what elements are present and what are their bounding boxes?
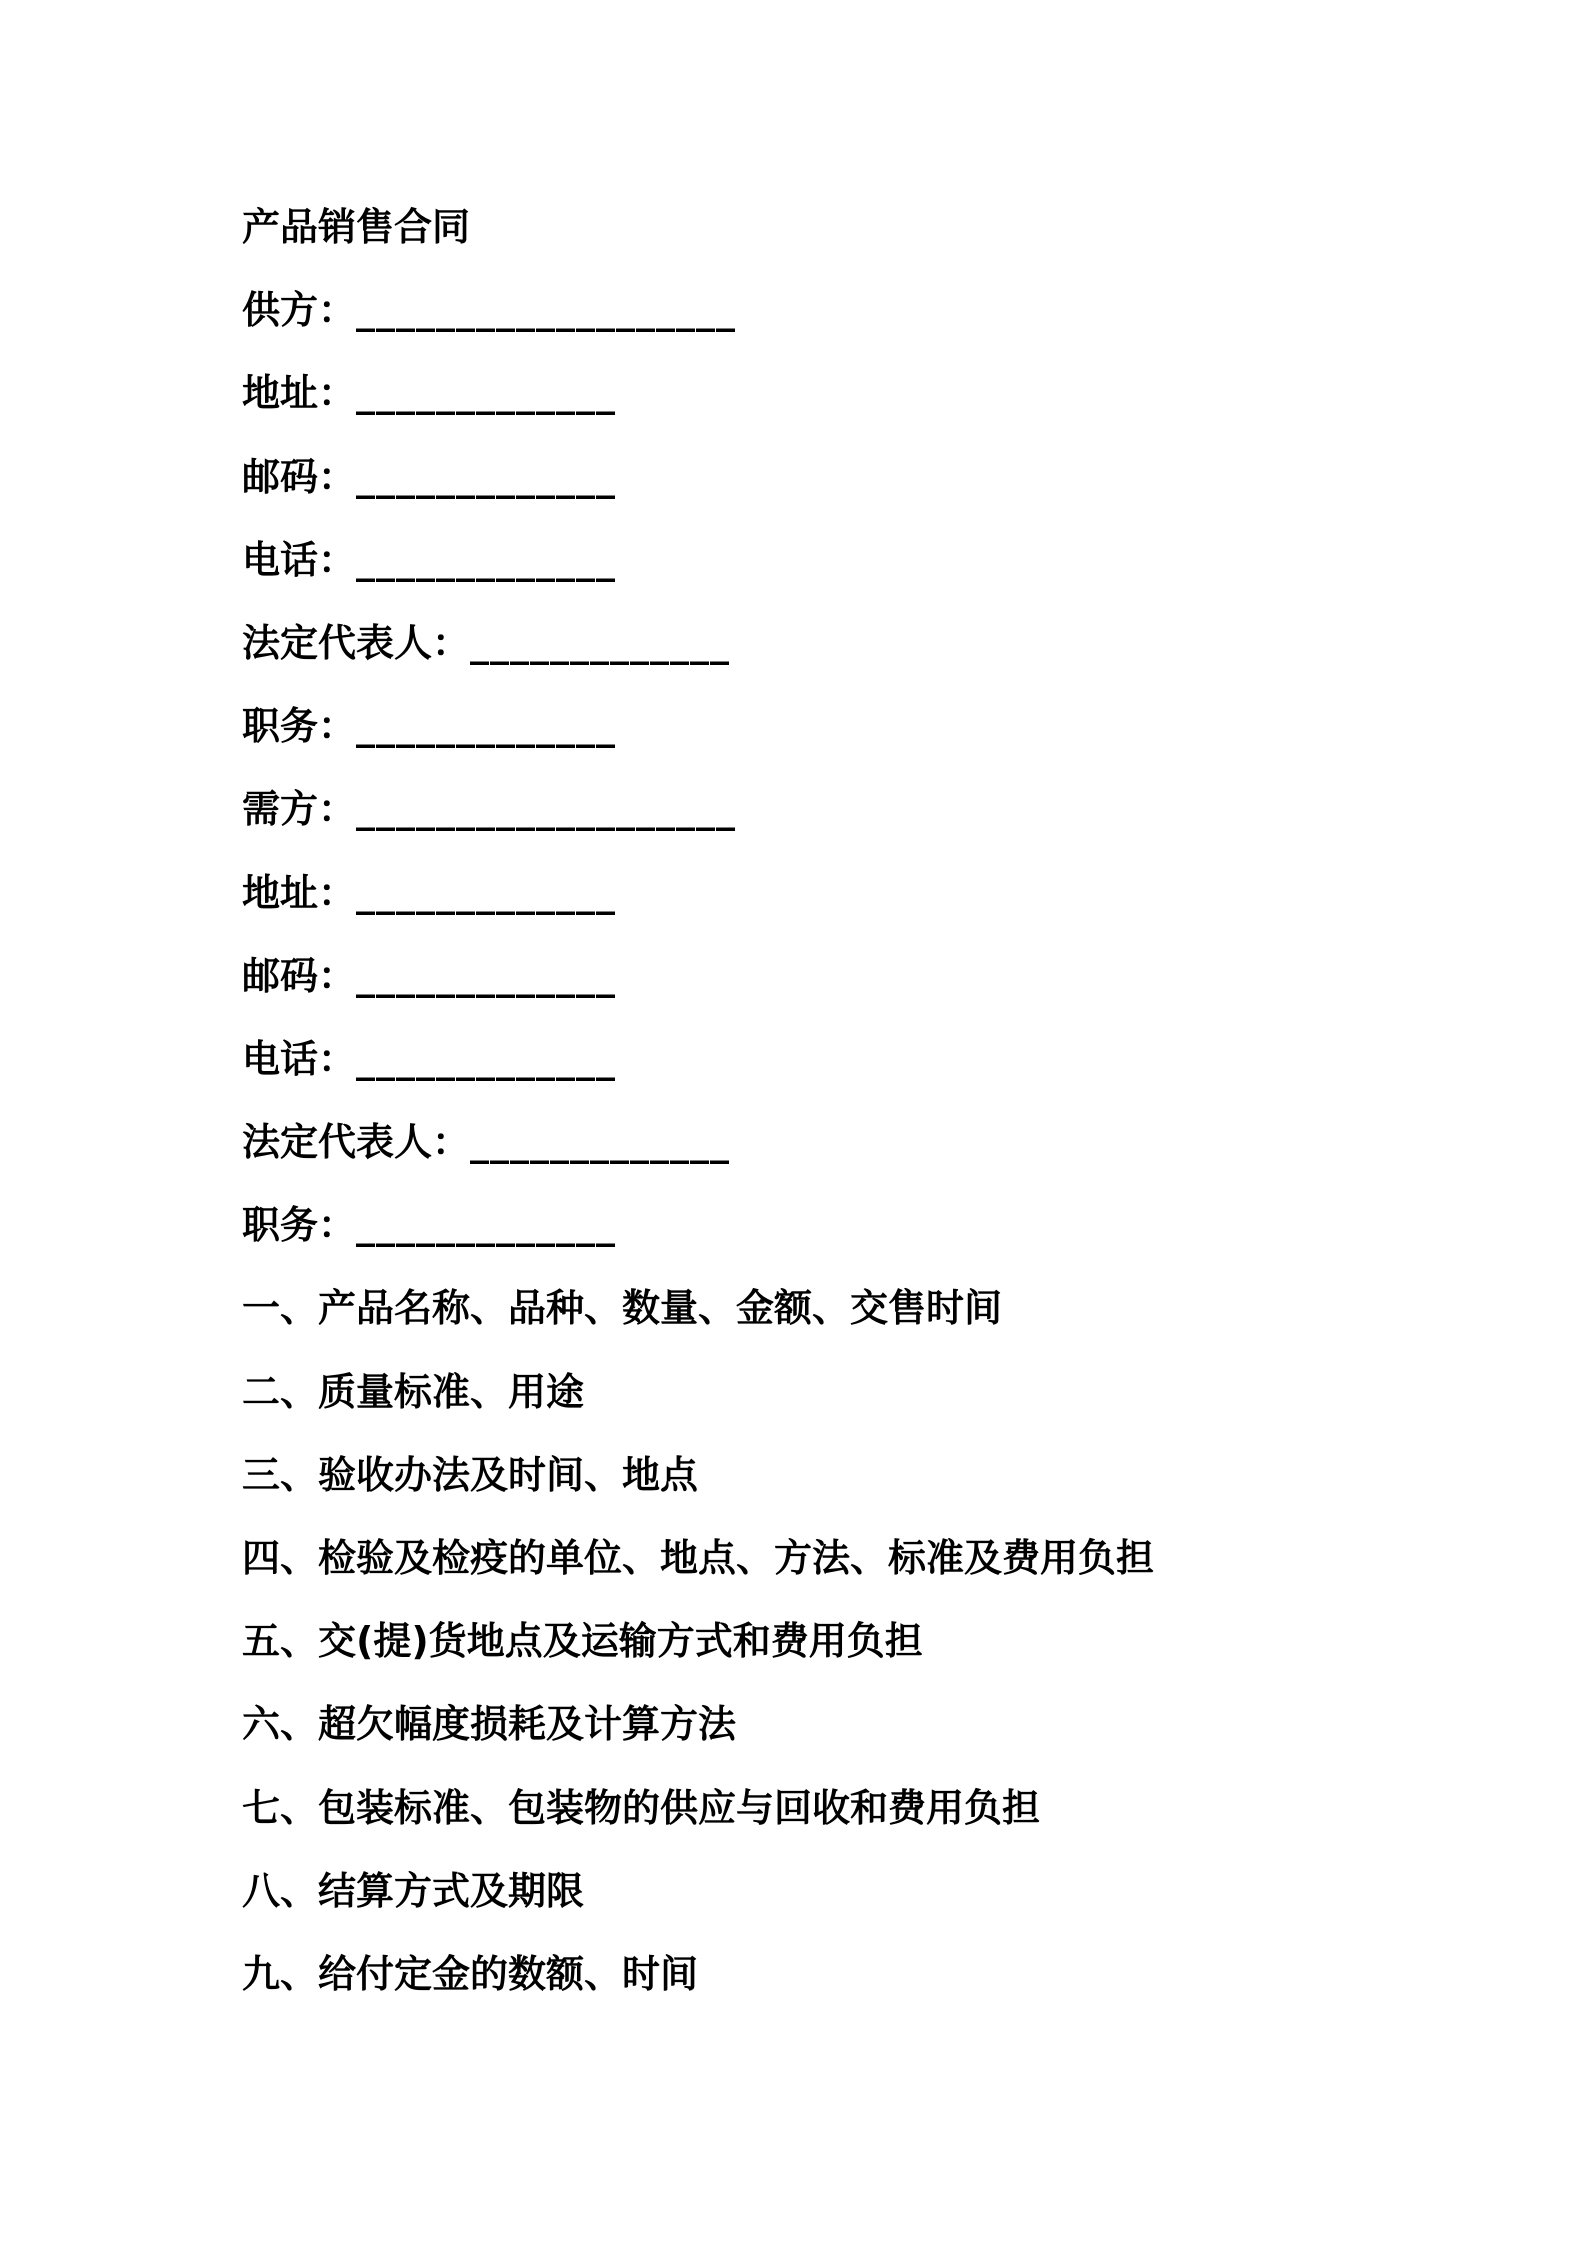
blank-line: _____________: [356, 870, 617, 915]
blank-line: _____________: [470, 620, 731, 665]
field-label: 邮码：: [242, 953, 357, 998]
clause-text: 超欠幅度损耗及计算方法: [318, 1702, 737, 1747]
field-supplier-position: [242, 685, 1154, 768]
clause-number: 一、: [242, 1286, 319, 1331]
clause-number: 四、: [242, 1536, 319, 1580]
blank-line: _____________: [356, 1036, 617, 1081]
field-buyer-legal-rep: [242, 1101, 1154, 1184]
field-buyer-name: [242, 768, 1154, 851]
clause-7: [242, 1767, 1154, 1850]
clause-text: 产品名称、品种、数量、金额、交售时间: [318, 1286, 1003, 1331]
clause-number: 二、: [242, 1369, 319, 1414]
blank-line: _____________: [356, 953, 617, 998]
clause-number: 九、: [242, 1951, 319, 1996]
field-supplier-address: [242, 352, 1154, 435]
field-label: 地址：: [242, 870, 357, 915]
blank-line: _____________: [356, 537, 617, 582]
field-label: 需方：: [242, 787, 357, 832]
clause-number: 五、: [242, 1619, 319, 1664]
field-label: 法定代表人：: [242, 1120, 471, 1165]
blank-line: _____________: [470, 1120, 731, 1165]
field-buyer-phone: [242, 1018, 1154, 1101]
clause-text: 质量标准、用途: [318, 1369, 585, 1414]
field-label: 电话：: [242, 1036, 357, 1081]
clause-text: 包装标准、包装物的供应与回收和费用负担: [318, 1785, 1041, 1830]
blank-line: ___________________: [356, 787, 737, 832]
field-label: 职务：: [242, 704, 357, 749]
field-label: 职务：: [242, 1203, 357, 1248]
clause-number: 八、: [242, 1868, 319, 1913]
clause-number: 六、: [242, 1702, 319, 1747]
field-label: 法定代表人：: [242, 620, 471, 665]
clause-1: [242, 1267, 1154, 1350]
field-label: 电话：: [242, 537, 357, 582]
clause-number: 七、: [242, 1785, 319, 1830]
clause-8: [242, 1850, 1154, 1933]
field-label: 供方：: [242, 288, 357, 333]
clause-6: [242, 1683, 1154, 1766]
clause-text: 给付定金的数额、时间: [318, 1951, 699, 1996]
clause-text: 检验及检疫的单位、地点、方法、标准及费用负担: [318, 1536, 1155, 1580]
clause-text: 验收办法及时间、地点: [318, 1452, 699, 1497]
clause-2: [242, 1351, 1154, 1434]
field-supplier-legal-rep: [242, 602, 1154, 685]
clause-number: 三、: [242, 1452, 319, 1497]
field-supplier-name: [242, 269, 1154, 352]
field-label: 地址：: [242, 371, 357, 416]
field-buyer-position: [242, 1184, 1154, 1267]
blank-line: _____________: [356, 1203, 617, 1248]
contract-title: 产品销售合同: [242, 205, 471, 249]
blank-line: _____________: [356, 704, 617, 749]
field-supplier-postcode: [242, 436, 1154, 519]
blank-line: _____________: [356, 454, 617, 499]
clause-text: 交(提)货地点及运输方式和费用负担: [318, 1619, 923, 1664]
field-buyer-address: [242, 852, 1154, 935]
clause-9: [242, 1933, 1154, 2016]
clause-5: [242, 1600, 1154, 1683]
field-label: 邮码：: [242, 454, 357, 499]
clause-3: [242, 1434, 1154, 1517]
field-buyer-postcode: [242, 935, 1154, 1018]
blank-line: ___________________: [356, 288, 737, 333]
blank-line: _____________: [356, 371, 617, 416]
clause-4: [242, 1517, 1154, 1600]
clause-text: 结算方式及期限: [318, 1868, 585, 1913]
field-supplier-phone: [242, 519, 1154, 602]
